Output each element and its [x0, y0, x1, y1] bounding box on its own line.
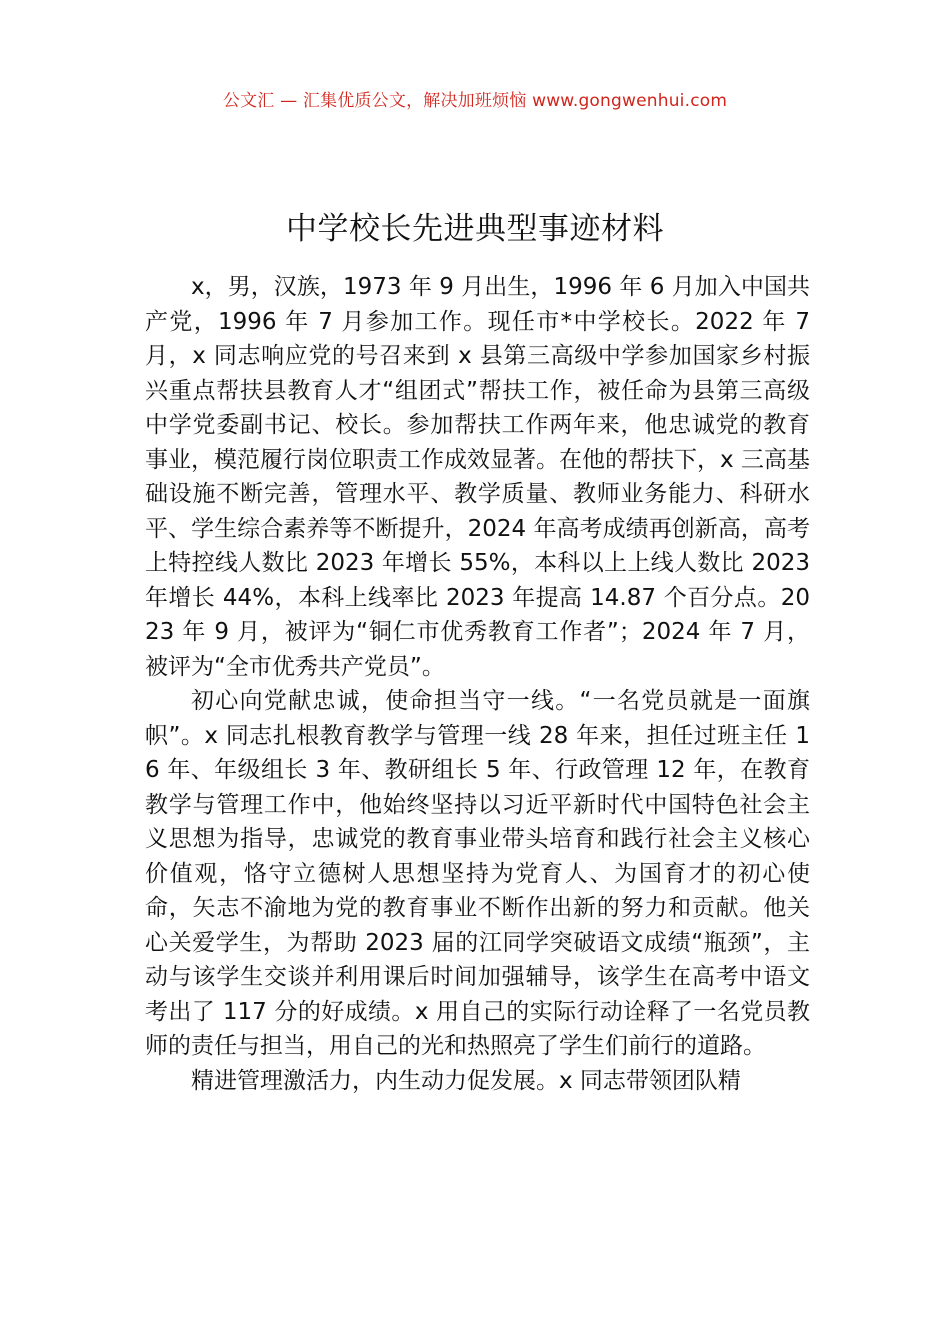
document-title: 中学校长先进典型事迹材料 [286, 210, 664, 247]
paragraph-loyalty: 初心向党献忠诚，使命担当守一线。“一名党员就是一面旗帜”。x 同志扎根教育教学与管理一线 28 年来，担任过班主任 16 年、年级组长 3 年、教研组长 5 年、行政管理 12 年，在教育教学与管理工作中，他始终坚持以习近平新时代中国特色社会主义思想为指导，忠诚党的教育事业带头培育和践行社会主义核心价值观，恪守立德树人思想坚持为党育人、为国育才的初心使命，矢志不渝地为党的教育事业不断作出新的努力和贡献。他关心关爱学生，为帮助 2023 届的江同学突破语文成绩“瓶颈”，主动与该学生交谈并利用课后时间加强辅导，该学生在高考中语文考出了 117 分的好成绩。x 用自己的实际行动诠释了一名党员教师的责任与担当，用自己的光和热照亮了学生们前行的道路。 [145, 688, 811, 1059]
paragraph-management: 精进管理激活力，内生动力促发展。x 同志带领团队精 [191, 1067, 741, 1094]
site-header-banner: 公文汇 — 汇集优质公文，解决加班烦恼 www.gongwenhui.com [222, 91, 728, 111]
paragraph-biography: x，男，汉族，1973 年 9 月出生，1996 年 6 月加入中国共产党，1996 年 7 月参加工作。现任市*中学校长。2022 年 7 月，x 同志响应党的号召来到 x 县第三高级中学参加国家乡村振兴重点帮扶县教育人才“组团式”帮扶工作，被任命为县第三高级中学党委副书记、校长。参加帮扶工作两年来，他忠诚党的教育事业，模范履行岗位职责工作成效显著。在他的帮扶下，x 三高基础设施不断完善，管理水平、教学质量、教师业务能力、科研水平、学生综合素养等不断提升，2024 年高考成绩再创新高，高考上特控线人数比 2023 年增长 55%，本科以上上线人数比 2023 年增长 44%，本科上线率比 2023 年提高 14.87 个百分点。2023 年 9 月，被评为“铜仁市优秀教育工作者”；2024 年 7 月，被评为“全市优秀共产党员”。 [145, 274, 810, 680]
document-body [145, 270, 810, 1098]
